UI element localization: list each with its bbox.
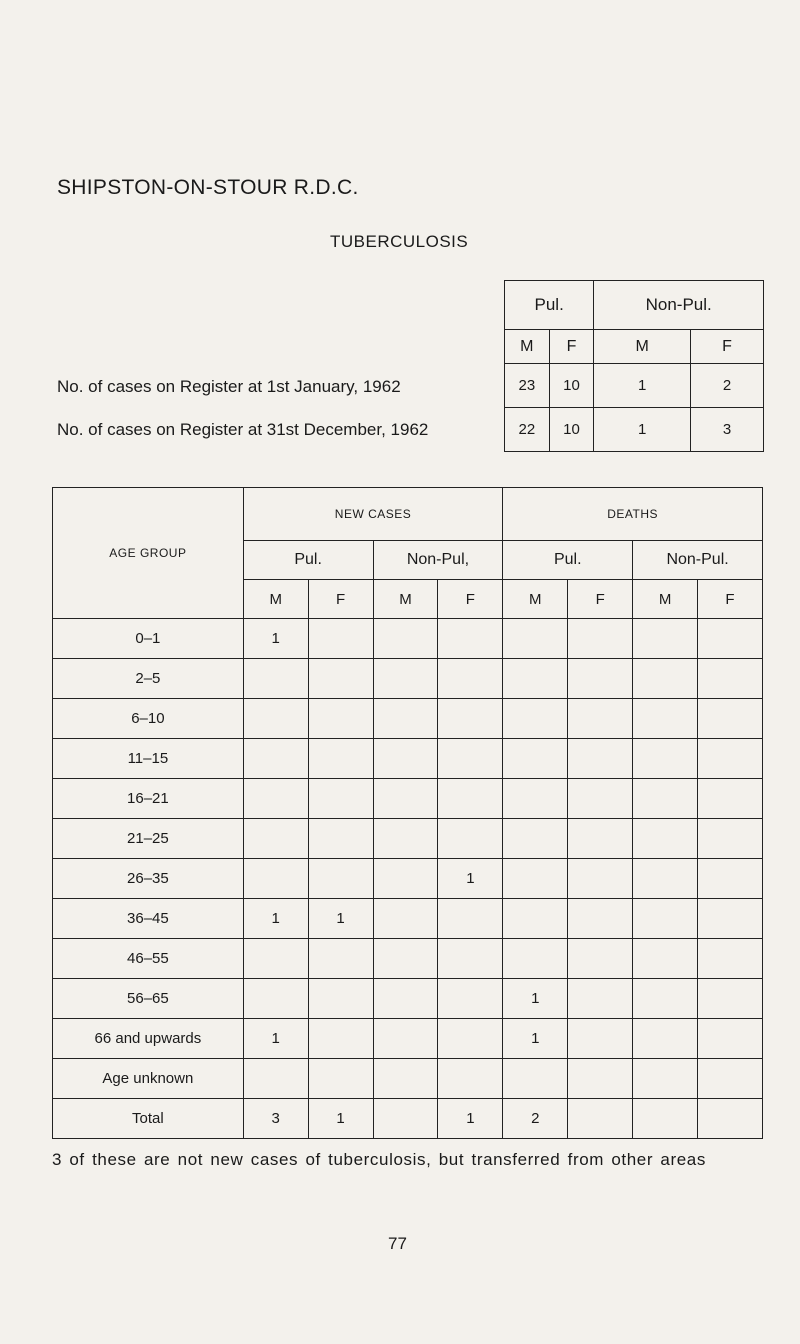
deaths-header: DEATHS — [503, 488, 763, 541]
register-group-header: Pul. — [505, 281, 594, 330]
count-cell — [698, 619, 763, 659]
register-subheader: M — [505, 330, 550, 364]
count-cell: 1 — [243, 1019, 308, 1059]
register-row-label-dec: No. of cases on Register at 31st December, 1962 — [57, 420, 429, 439]
register-cell: 3 — [691, 408, 764, 452]
count-cell — [438, 939, 503, 979]
count-cell — [438, 979, 503, 1019]
table-row — [53, 859, 763, 899]
register-cell: 22 — [505, 408, 550, 452]
table-row — [53, 1099, 763, 1139]
sex-subheader: F — [438, 580, 503, 619]
count-cell — [698, 1059, 763, 1099]
count-cell — [373, 979, 438, 1019]
count-cell — [633, 859, 698, 899]
sex-subheader: F — [698, 580, 763, 619]
count-cell — [568, 979, 633, 1019]
age-group-cell: 21–25 — [53, 819, 244, 859]
age-group-header: AGE GROUP — [53, 488, 244, 619]
count-cell — [698, 899, 763, 939]
table-row — [53, 1059, 763, 1099]
count-cell — [568, 1019, 633, 1059]
age-group-cell: 0–1 — [53, 619, 244, 659]
count-cell — [633, 1099, 698, 1139]
count-cell — [438, 779, 503, 819]
age-group-cell: 16–21 — [53, 779, 244, 819]
age-group-cell: 56–65 — [53, 979, 244, 1019]
age-group-cell: Total — [53, 1099, 244, 1139]
count-cell: 2 — [503, 1099, 568, 1139]
register-cell: 10 — [549, 408, 594, 452]
age-group-cell: 6–10 — [53, 699, 244, 739]
group-header: Pul. — [243, 541, 373, 580]
count-cell — [373, 619, 438, 659]
cases-deaths-table — [52, 487, 763, 1139]
count-cell — [503, 659, 568, 699]
table-row — [53, 819, 763, 859]
count-cell — [503, 1059, 568, 1099]
count-cell — [698, 1099, 763, 1139]
count-cell — [503, 939, 568, 979]
count-cell — [698, 939, 763, 979]
count-cell — [243, 939, 308, 979]
count-cell — [568, 619, 633, 659]
count-cell: 1 — [308, 1099, 373, 1139]
table-row — [53, 979, 763, 1019]
count-cell — [698, 859, 763, 899]
count-cell — [633, 819, 698, 859]
sex-subheader: F — [308, 580, 373, 619]
table-row — [53, 699, 763, 739]
count-cell — [568, 739, 633, 779]
register-cell: 23 — [505, 364, 550, 408]
count-cell — [633, 619, 698, 659]
count-cell: 1 — [308, 899, 373, 939]
count-cell — [438, 1059, 503, 1099]
count-cell: 1 — [243, 619, 308, 659]
count-cell: 1 — [438, 1099, 503, 1139]
count-cell — [503, 899, 568, 939]
count-cell — [373, 1059, 438, 1099]
count-cell — [568, 859, 633, 899]
sex-subheader: M — [503, 580, 568, 619]
count-cell — [698, 819, 763, 859]
count-cell — [243, 1059, 308, 1099]
age-group-cell: 2–5 — [53, 659, 244, 699]
count-cell — [373, 699, 438, 739]
count-cell — [308, 819, 373, 859]
age-group-cell: Age unknown — [53, 1059, 244, 1099]
count-cell — [633, 659, 698, 699]
table-row — [53, 619, 763, 659]
table-row — [53, 779, 763, 819]
count-cell — [308, 859, 373, 899]
count-cell: 3 — [243, 1099, 308, 1139]
footnote: 3 of these are not new cases of tuberculosis, but transferred from other areas — [52, 1150, 706, 1169]
count-cell — [308, 1019, 373, 1059]
count-cell — [568, 939, 633, 979]
count-cell: 1 — [503, 979, 568, 1019]
count-cell — [308, 779, 373, 819]
count-cell — [503, 699, 568, 739]
age-group-cell: 11–15 — [53, 739, 244, 779]
register-cell: 1 — [594, 408, 691, 452]
age-group-cell: 36–45 — [53, 899, 244, 939]
count-cell — [698, 699, 763, 739]
page-number: 77 — [388, 1234, 407, 1253]
table-row — [53, 659, 763, 699]
count-cell — [308, 979, 373, 1019]
count-cell — [243, 779, 308, 819]
count-cell — [503, 619, 568, 659]
new-cases-header: NEW CASES — [243, 488, 503, 541]
count-cell — [633, 899, 698, 939]
register-row-label-jan: No. of cases on Register at 1st January, 1962 — [57, 377, 401, 396]
register-cell: 1 — [594, 364, 691, 408]
count-cell — [698, 779, 763, 819]
count-cell — [308, 939, 373, 979]
table-row — [53, 939, 763, 979]
count-cell — [633, 939, 698, 979]
count-cell — [568, 819, 633, 859]
count-cell — [373, 1099, 438, 1139]
section-subtitle: TUBERCULOSIS — [330, 232, 469, 251]
count-cell — [373, 899, 438, 939]
count-cell — [503, 819, 568, 859]
count-cell — [503, 859, 568, 899]
count-cell — [243, 819, 308, 859]
count-cell — [373, 779, 438, 819]
count-cell — [568, 659, 633, 699]
count-cell — [438, 739, 503, 779]
page-title: SHIPSTON-ON-STOUR R.D.C. — [57, 176, 359, 199]
count-cell — [503, 739, 568, 779]
register-cell: 10 — [549, 364, 594, 408]
count-cell — [698, 979, 763, 1019]
group-header: Non-Pul. — [633, 541, 763, 580]
count-cell — [438, 699, 503, 739]
age-group-cell: 46–55 — [53, 939, 244, 979]
count-cell: 1 — [438, 859, 503, 899]
count-cell — [308, 659, 373, 699]
sex-subheader: M — [243, 580, 308, 619]
count-cell — [243, 659, 308, 699]
count-cell — [698, 739, 763, 779]
sex-subheader: F — [568, 580, 633, 619]
count-cell — [698, 659, 763, 699]
count-cell — [308, 699, 373, 739]
register-cell: 2 — [691, 364, 764, 408]
count-cell — [438, 659, 503, 699]
register-group-header: Non-Pul. — [594, 281, 764, 330]
count-cell — [568, 1059, 633, 1099]
count-cell — [633, 779, 698, 819]
count-cell — [243, 699, 308, 739]
sex-subheader: M — [373, 580, 438, 619]
count-cell — [633, 1019, 698, 1059]
count-cell — [243, 739, 308, 779]
count-cell — [633, 699, 698, 739]
table-row — [53, 1019, 763, 1059]
age-group-cell: 66 and upwards — [53, 1019, 244, 1059]
group-header: Non-Pul, — [373, 541, 503, 580]
count-cell — [243, 979, 308, 1019]
register-table — [504, 280, 764, 452]
count-cell — [438, 619, 503, 659]
count-cell — [308, 739, 373, 779]
count-cell — [438, 1019, 503, 1059]
count-cell — [373, 859, 438, 899]
count-cell — [568, 779, 633, 819]
count-cell — [373, 739, 438, 779]
table-row — [53, 739, 763, 779]
count-cell — [568, 699, 633, 739]
count-cell — [698, 1019, 763, 1059]
count-cell — [503, 779, 568, 819]
sex-subheader: M — [633, 580, 698, 619]
count-cell — [373, 1019, 438, 1059]
count-cell — [633, 739, 698, 779]
count-cell — [308, 619, 373, 659]
count-cell — [373, 659, 438, 699]
count-cell — [373, 819, 438, 859]
count-cell — [633, 1059, 698, 1099]
count-cell — [568, 1099, 633, 1139]
count-cell — [243, 859, 308, 899]
register-subheader: F — [549, 330, 594, 364]
age-group-cell: 26–35 — [53, 859, 244, 899]
table-row — [53, 899, 763, 939]
count-cell — [308, 1059, 373, 1099]
count-cell — [438, 819, 503, 859]
count-cell — [438, 899, 503, 939]
count-cell — [633, 979, 698, 1019]
count-cell: 1 — [243, 899, 308, 939]
count-cell: 1 — [503, 1019, 568, 1059]
count-cell — [568, 899, 633, 939]
register-subheader: M — [594, 330, 691, 364]
group-header: Pul. — [503, 541, 633, 580]
register-subheader: F — [691, 330, 764, 364]
count-cell — [373, 939, 438, 979]
